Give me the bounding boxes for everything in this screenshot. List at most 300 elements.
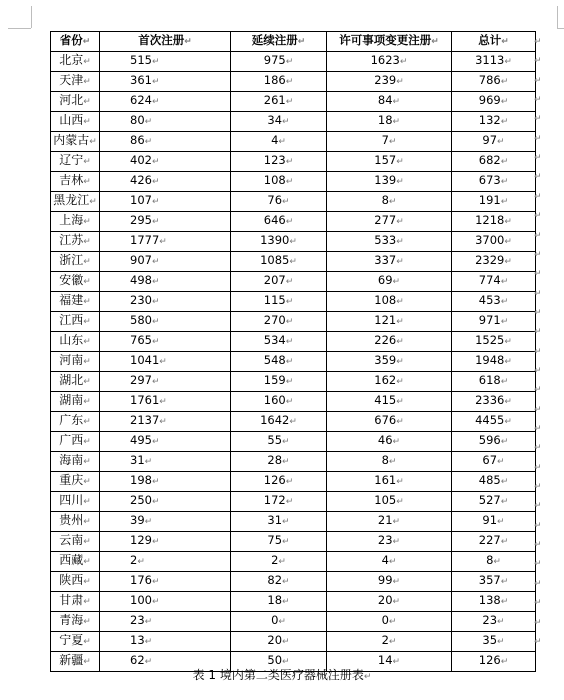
cell-end-mark: ↵ bbox=[396, 417, 404, 427]
total-cell[interactable] bbox=[452, 112, 536, 132]
province-cell[interactable] bbox=[51, 492, 100, 512]
province-cell[interactable] bbox=[51, 52, 100, 72]
first-registration-cell[interactable] bbox=[100, 632, 231, 652]
cell-end-mark: ↵ bbox=[83, 297, 91, 307]
header-renewal-registration[interactable]: 延续注册↵ bbox=[231, 32, 327, 52]
row-end-mark: ↵ bbox=[534, 211, 542, 222]
cell-end-mark: ↵ bbox=[497, 617, 505, 627]
cell-value: 14 bbox=[377, 653, 393, 667]
change-registration-cell[interactable] bbox=[327, 512, 452, 532]
province-cell[interactable] bbox=[51, 352, 100, 372]
change-registration-cell[interactable] bbox=[327, 212, 452, 232]
cell-end-mark: ↵ bbox=[144, 657, 153, 667]
cell-value: 337 bbox=[374, 253, 397, 267]
renewal-registration-cell[interactable] bbox=[231, 332, 327, 352]
cell-value: 13 bbox=[130, 633, 145, 647]
province-cell[interactable] bbox=[51, 172, 100, 192]
total-cell[interactable] bbox=[452, 72, 536, 92]
change-registration-cell[interactable] bbox=[327, 352, 452, 372]
cell-value: 172 bbox=[263, 493, 286, 507]
cell-value: 67 bbox=[482, 453, 498, 467]
province-cell[interactable] bbox=[51, 612, 100, 632]
change-registration-cell[interactable] bbox=[327, 572, 452, 592]
cell-end-mark: ↵ bbox=[83, 537, 91, 547]
total-cell[interactable] bbox=[452, 252, 536, 272]
province-cell[interactable] bbox=[51, 452, 100, 472]
cell-value: 山西 bbox=[59, 113, 84, 127]
cell-end-mark: ↵ bbox=[151, 317, 160, 327]
cell-value: 50 bbox=[267, 653, 283, 667]
first-registration-cell[interactable] bbox=[100, 172, 231, 192]
first-registration-cell[interactable] bbox=[100, 212, 231, 232]
total-cell[interactable] bbox=[452, 192, 536, 212]
table-row bbox=[51, 632, 536, 652]
cell-value: 534 bbox=[263, 333, 286, 347]
total-cell[interactable] bbox=[452, 572, 536, 592]
cell-end-mark: ↵ bbox=[83, 157, 91, 167]
cell-value: 34 bbox=[267, 113, 283, 127]
cell-end-mark: ↵ bbox=[285, 397, 294, 407]
cell-value: 2 bbox=[381, 633, 389, 647]
cell-end-mark: ↵ bbox=[285, 297, 294, 307]
total-cell[interactable] bbox=[452, 632, 536, 652]
cell-end-mark: ↵ bbox=[144, 117, 153, 127]
total-cell[interactable] bbox=[452, 272, 536, 292]
cell-value: 4 bbox=[381, 553, 389, 567]
first-registration-cell[interactable] bbox=[100, 432, 231, 452]
first-registration-cell[interactable] bbox=[100, 292, 231, 312]
renewal-registration-cell[interactable] bbox=[231, 532, 327, 552]
renewal-registration-cell[interactable] bbox=[231, 132, 327, 152]
cell-end-mark: ↵ bbox=[497, 137, 505, 147]
renewal-registration-cell[interactable] bbox=[231, 412, 327, 432]
cell-value: 402 bbox=[130, 153, 152, 167]
cell-value: 115 bbox=[263, 293, 286, 307]
province-cell[interactable] bbox=[51, 592, 100, 612]
first-registration-cell[interactable] bbox=[100, 452, 231, 472]
renewal-registration-cell[interactable] bbox=[231, 192, 327, 212]
row-end-mark: ↵ bbox=[534, 462, 542, 473]
first-registration-cell[interactable] bbox=[100, 52, 231, 72]
total-cell[interactable] bbox=[452, 532, 536, 552]
cell-end-mark: ↵ bbox=[396, 297, 404, 307]
cell-end-mark: ↵ bbox=[285, 97, 294, 107]
table-row bbox=[51, 132, 536, 152]
cell-value: 8 bbox=[381, 193, 389, 207]
total-cell[interactable] bbox=[452, 392, 536, 412]
renewal-registration-cell[interactable] bbox=[231, 592, 327, 612]
cell-value: 21 bbox=[377, 513, 393, 527]
cell-value: 495 bbox=[130, 433, 152, 447]
first-registration-cell[interactable] bbox=[100, 72, 231, 92]
cell-value: 2336 bbox=[475, 393, 505, 407]
cell-end-mark: ↵ bbox=[151, 377, 160, 387]
province-cell[interactable] bbox=[51, 152, 100, 172]
total-cell[interactable] bbox=[452, 492, 536, 512]
cell-value: 107 bbox=[130, 193, 152, 207]
province-cell[interactable] bbox=[51, 132, 100, 152]
cell-value: 453 bbox=[478, 293, 501, 307]
province-cell[interactable] bbox=[51, 92, 100, 112]
change-registration-cell[interactable] bbox=[327, 492, 452, 512]
cell-end-mark: ↵ bbox=[137, 557, 145, 567]
renewal-registration-cell[interactable] bbox=[231, 552, 327, 572]
change-registration-cell[interactable] bbox=[327, 312, 452, 332]
cell-end-mark: ↵ bbox=[83, 97, 91, 107]
cell-end-mark: ↵ bbox=[282, 117, 290, 127]
cell-value: 宁夏 bbox=[59, 633, 84, 647]
renewal-registration-cell[interactable] bbox=[231, 432, 327, 452]
cell-value: 1390 bbox=[260, 233, 290, 247]
cell-value: 1761 bbox=[130, 393, 160, 407]
province-cell[interactable] bbox=[51, 252, 100, 272]
renewal-registration-cell[interactable] bbox=[231, 312, 327, 332]
cell-end-mark: ↵ bbox=[504, 337, 512, 347]
cell-value: 969 bbox=[478, 93, 501, 107]
cell-end-mark: ↵ bbox=[392, 517, 401, 527]
first-registration-cell[interactable] bbox=[100, 252, 231, 272]
change-registration-cell[interactable] bbox=[327, 472, 452, 492]
renewal-registration-cell[interactable] bbox=[231, 392, 327, 412]
cell-end-mark: ↵ bbox=[392, 657, 401, 667]
cell-end-mark: ↵ bbox=[144, 637, 153, 647]
cell-end-mark: ↵ bbox=[282, 597, 290, 607]
cell-value: 548 bbox=[263, 353, 286, 367]
cell-value: 8 bbox=[381, 453, 389, 467]
total-cell[interactable] bbox=[452, 172, 536, 192]
header-province[interactable]: 省份↵ bbox=[51, 32, 100, 52]
header-first-registration[interactable]: 首次注册↵ bbox=[100, 32, 231, 52]
cell-end-mark: ↵ bbox=[500, 577, 509, 587]
cell-value: 157 bbox=[374, 153, 397, 167]
row-end-mark: ↵ bbox=[534, 249, 542, 260]
cell-value: 426 bbox=[130, 173, 152, 187]
renewal-registration-cell[interactable] bbox=[231, 352, 327, 372]
province-cell[interactable] bbox=[51, 72, 100, 92]
province-cell[interactable] bbox=[51, 392, 100, 412]
renewal-registration-cell[interactable] bbox=[231, 252, 327, 272]
cell-end-mark: ↵ bbox=[497, 517, 505, 527]
province-cell[interactable] bbox=[51, 332, 100, 352]
cell-value: 162 bbox=[374, 373, 397, 387]
province-cell[interactable] bbox=[51, 312, 100, 332]
table-row bbox=[51, 292, 536, 312]
cell-end-mark: ↵ bbox=[500, 657, 509, 667]
cell-end-mark: ↵ bbox=[89, 137, 97, 147]
total-cell[interactable] bbox=[452, 312, 536, 332]
cell-end-mark: ↵ bbox=[388, 557, 397, 567]
cell-value: 580 bbox=[130, 313, 152, 327]
change-registration-cell[interactable] bbox=[327, 112, 452, 132]
header-total[interactable]: 总计↵ bbox=[452, 32, 536, 52]
row-end-mark: ↵ bbox=[534, 559, 542, 570]
renewal-registration-cell[interactable] bbox=[231, 152, 327, 172]
cell-value: 陕西 bbox=[59, 573, 84, 587]
change-registration-cell[interactable] bbox=[327, 272, 452, 292]
cell-value: 18 bbox=[377, 113, 393, 127]
first-registration-cell[interactable] bbox=[100, 352, 231, 372]
renewal-registration-cell[interactable] bbox=[231, 512, 327, 532]
cell-end-mark: ↵ bbox=[144, 617, 153, 627]
first-registration-cell[interactable] bbox=[100, 612, 231, 632]
total-cell[interactable] bbox=[452, 232, 536, 252]
row-end-mark: ↵ bbox=[534, 37, 542, 47]
row-end-mark: ↵ bbox=[534, 578, 542, 589]
cell-value: 55 bbox=[267, 433, 283, 447]
table-row bbox=[51, 172, 536, 192]
cell-end-mark: ↵ bbox=[500, 117, 509, 127]
cell-value: 湖北 bbox=[59, 373, 84, 387]
province-cell[interactable] bbox=[51, 292, 100, 312]
first-registration-cell[interactable] bbox=[100, 132, 231, 152]
cell-value: 86 bbox=[130, 133, 145, 147]
total-cell[interactable] bbox=[452, 412, 536, 432]
first-registration-cell[interactable] bbox=[100, 512, 231, 532]
cell-value: 1642 bbox=[260, 413, 290, 427]
table-row bbox=[51, 272, 536, 292]
first-registration-cell[interactable] bbox=[100, 412, 231, 432]
province-cell[interactable] bbox=[51, 412, 100, 432]
total-cell[interactable] bbox=[452, 612, 536, 632]
row-end-mark: ↵ bbox=[534, 288, 542, 299]
first-registration-cell[interactable] bbox=[100, 312, 231, 332]
renewal-registration-cell[interactable] bbox=[231, 232, 327, 252]
cell-value: 福建 bbox=[59, 293, 84, 307]
cell-value: 新疆 bbox=[59, 653, 84, 667]
cell-end-mark: ↵ bbox=[285, 317, 294, 327]
province-cell[interactable] bbox=[51, 552, 100, 572]
cell-end-mark: ↵ bbox=[285, 57, 294, 67]
change-registration-cell[interactable] bbox=[327, 552, 452, 572]
cell-value: 2329 bbox=[475, 253, 505, 267]
cell-value: 河北 bbox=[59, 93, 84, 107]
change-registration-cell[interactable] bbox=[327, 632, 452, 652]
cell-value: 重庆 bbox=[59, 473, 84, 487]
total-cell[interactable] bbox=[452, 592, 536, 612]
cell-value: 676 bbox=[374, 413, 397, 427]
change-registration-cell[interactable] bbox=[327, 532, 452, 552]
change-registration-cell[interactable] bbox=[327, 592, 452, 612]
cell-end-mark: ↵ bbox=[497, 637, 505, 647]
cell-end-mark: ↵ bbox=[83, 437, 91, 447]
cell-end-mark: ↵ bbox=[396, 177, 404, 187]
first-registration-cell[interactable] bbox=[100, 492, 231, 512]
province-cell[interactable] bbox=[51, 212, 100, 232]
cell-end-mark: ↵ bbox=[392, 437, 401, 447]
first-registration-cell[interactable] bbox=[100, 592, 231, 612]
total-cell[interactable] bbox=[452, 332, 536, 352]
cell-value: 35 bbox=[482, 633, 498, 647]
renewal-registration-cell[interactable] bbox=[231, 472, 327, 492]
first-registration-cell[interactable] bbox=[100, 332, 231, 352]
cell-value: 250 bbox=[130, 493, 152, 507]
change-registration-cell[interactable] bbox=[327, 72, 452, 92]
cell-end-mark: ↵ bbox=[392, 537, 401, 547]
first-registration-cell[interactable] bbox=[100, 392, 231, 412]
cell-value: 甘肃 bbox=[59, 593, 84, 607]
cell-value: 277 bbox=[374, 213, 397, 227]
cell-end-mark: ↵ bbox=[151, 177, 160, 187]
renewal-registration-cell[interactable] bbox=[231, 52, 327, 72]
margin-guide-top-right-vertical bbox=[557, 6, 558, 28]
change-registration-cell[interactable] bbox=[327, 452, 452, 472]
margin-guide-top-left-horizontal bbox=[8, 28, 31, 29]
cell-end-mark: ↵ bbox=[83, 557, 91, 567]
first-registration-cell[interactable] bbox=[100, 152, 231, 172]
total-cell[interactable] bbox=[452, 132, 536, 152]
province-cell[interactable] bbox=[51, 432, 100, 452]
province-cell[interactable] bbox=[51, 532, 100, 552]
cell-end-mark: ↵ bbox=[151, 297, 160, 307]
cell-end-mark: ↵ bbox=[504, 357, 512, 367]
total-cell[interactable] bbox=[452, 152, 536, 172]
cell-end-mark: ↵ bbox=[151, 97, 160, 107]
cell-value: 765 bbox=[130, 333, 152, 347]
cell-value: 23 bbox=[377, 533, 393, 547]
row-end-mark: ↵ bbox=[534, 501, 542, 512]
cell-end-mark: ↵ bbox=[144, 457, 153, 467]
cell-value: 1525 bbox=[475, 333, 505, 347]
cell-value: 4 bbox=[271, 133, 279, 147]
cell-end-mark: ↵ bbox=[151, 337, 160, 347]
province-cell[interactable] bbox=[51, 472, 100, 492]
province-cell[interactable] bbox=[51, 192, 100, 212]
cell-value: 吉林 bbox=[59, 173, 84, 187]
total-cell[interactable] bbox=[452, 352, 536, 372]
change-registration-cell[interactable] bbox=[327, 432, 452, 452]
change-registration-cell[interactable] bbox=[327, 612, 452, 632]
total-cell[interactable] bbox=[452, 52, 536, 72]
change-registration-cell[interactable] bbox=[327, 292, 452, 312]
change-registration-cell[interactable] bbox=[327, 172, 452, 192]
table-row bbox=[51, 72, 536, 92]
row-end-mark: ↵ bbox=[534, 307, 542, 318]
first-registration-cell[interactable] bbox=[100, 572, 231, 592]
renewal-registration-cell[interactable] bbox=[231, 452, 327, 472]
table-row bbox=[51, 112, 536, 132]
cell-value: 82 bbox=[267, 573, 283, 587]
cell-value: 227 bbox=[478, 533, 501, 547]
cell-value: 361 bbox=[130, 73, 152, 87]
renewal-registration-cell[interactable] bbox=[231, 72, 327, 92]
renewal-registration-cell[interactable] bbox=[231, 632, 327, 652]
total-cell[interactable] bbox=[452, 472, 536, 492]
renewal-registration-cell[interactable] bbox=[231, 292, 327, 312]
table-row bbox=[51, 252, 536, 272]
cell-end-mark: ↵ bbox=[396, 397, 404, 407]
cell-value: 230 bbox=[130, 293, 152, 307]
province-cell[interactable] bbox=[51, 512, 100, 532]
renewal-registration-cell[interactable] bbox=[231, 172, 327, 192]
table-row bbox=[51, 352, 536, 372]
province-cell[interactable] bbox=[51, 112, 100, 132]
cell-value: 786 bbox=[478, 73, 501, 87]
cell-value: 126 bbox=[478, 653, 501, 667]
table-row bbox=[51, 572, 536, 592]
first-registration-cell[interactable] bbox=[100, 532, 231, 552]
change-registration-cell[interactable] bbox=[327, 372, 452, 392]
total-cell[interactable] bbox=[452, 212, 536, 232]
first-registration-cell[interactable] bbox=[100, 92, 231, 112]
row-end-mark: ↵ bbox=[534, 636, 542, 647]
cell-end-mark: ↵ bbox=[159, 237, 167, 247]
cell-end-mark: ↵ bbox=[83, 237, 91, 247]
cell-value: 39 bbox=[130, 513, 145, 527]
cell-end-mark: ↵ bbox=[500, 177, 509, 187]
change-registration-cell[interactable] bbox=[327, 132, 452, 152]
renewal-registration-cell[interactable] bbox=[231, 612, 327, 632]
province-cell[interactable] bbox=[51, 272, 100, 292]
total-cell[interactable] bbox=[452, 552, 536, 572]
cell-value: 139 bbox=[374, 173, 397, 187]
province-cell[interactable] bbox=[51, 572, 100, 592]
renewal-registration-cell[interactable] bbox=[231, 92, 327, 112]
change-registration-cell[interactable] bbox=[327, 412, 452, 432]
change-registration-cell[interactable] bbox=[327, 92, 452, 112]
province-cell[interactable] bbox=[51, 372, 100, 392]
change-registration-cell[interactable] bbox=[327, 152, 452, 172]
row-end-mark: ↵ bbox=[534, 230, 542, 241]
first-registration-cell[interactable] bbox=[100, 192, 231, 212]
first-registration-cell[interactable] bbox=[100, 472, 231, 492]
renewal-registration-cell[interactable] bbox=[231, 492, 327, 512]
change-registration-cell[interactable] bbox=[327, 252, 452, 272]
table-row bbox=[51, 312, 536, 332]
first-registration-cell[interactable] bbox=[100, 372, 231, 392]
cell-end-mark: ↵ bbox=[500, 197, 509, 207]
cell-value: 121 bbox=[374, 313, 397, 327]
total-cell[interactable] bbox=[452, 432, 536, 452]
renewal-registration-cell[interactable] bbox=[231, 212, 327, 232]
cell-value: 河南 bbox=[59, 353, 84, 367]
cell-end-mark: ↵ bbox=[396, 337, 404, 347]
cell-end-mark: ↵ bbox=[159, 357, 167, 367]
first-registration-cell[interactable] bbox=[100, 272, 231, 292]
change-registration-cell[interactable] bbox=[327, 192, 452, 212]
total-cell[interactable] bbox=[452, 372, 536, 392]
province-cell[interactable] bbox=[51, 232, 100, 252]
renewal-registration-cell[interactable] bbox=[231, 112, 327, 132]
cell-end-mark: ↵ bbox=[399, 57, 408, 67]
cell-value: 515 bbox=[130, 53, 152, 67]
cell-value: 132 bbox=[478, 113, 501, 127]
cell-end-mark: ↵ bbox=[396, 497, 404, 507]
total-cell[interactable] bbox=[452, 512, 536, 532]
province-cell[interactable] bbox=[51, 632, 100, 652]
change-registration-cell[interactable] bbox=[327, 52, 452, 72]
first-registration-cell[interactable] bbox=[100, 112, 231, 132]
total-cell[interactable] bbox=[452, 92, 536, 112]
renewal-registration-cell[interactable] bbox=[231, 272, 327, 292]
cell-value: 618 bbox=[478, 373, 501, 387]
row-end-mark: ↵ bbox=[534, 346, 542, 357]
renewal-registration-cell[interactable] bbox=[231, 572, 327, 592]
first-registration-cell[interactable] bbox=[100, 552, 231, 572]
total-cell[interactable] bbox=[452, 292, 536, 312]
header-change-registration[interactable]: 许可事项变更注册↵ bbox=[327, 32, 452, 52]
change-registration-cell[interactable] bbox=[327, 332, 452, 352]
total-cell[interactable] bbox=[452, 452, 536, 472]
cell-end-mark: ↵ bbox=[388, 617, 397, 627]
cell-value: 8 bbox=[486, 553, 494, 567]
cell-value: 31 bbox=[130, 453, 145, 467]
renewal-registration-cell[interactable] bbox=[231, 372, 327, 392]
first-registration-cell[interactable] bbox=[100, 232, 231, 252]
cell-value: 357 bbox=[478, 573, 501, 587]
change-registration-cell[interactable] bbox=[327, 232, 452, 252]
cell-end-mark: ↵ bbox=[83, 117, 91, 127]
change-registration-cell[interactable] bbox=[327, 392, 452, 412]
